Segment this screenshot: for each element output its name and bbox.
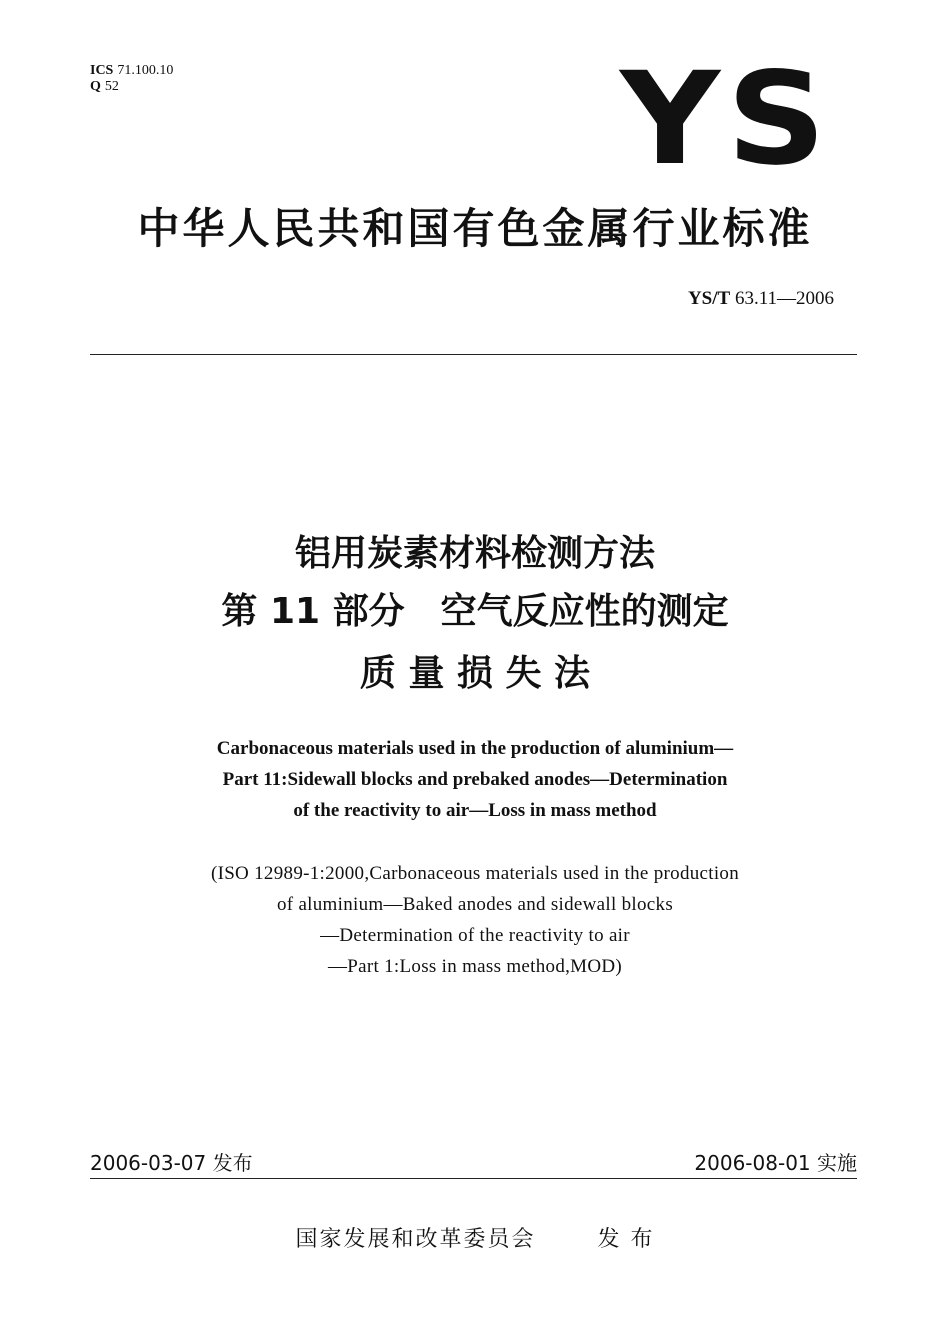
english-title-line-3: of the reactivity to air—Loss in mass method bbox=[293, 800, 657, 821]
english-title-line-1: Carbonaceous materials used in the production of aluminium— bbox=[216, 738, 734, 759]
ics-code: ICS 71.100.10 bbox=[90, 63, 174, 78]
issuer-action: 发 布 bbox=[597, 1227, 655, 1252]
iso-reference-line-1: (ISO 12989-1:2000,Carbonaceous materials used in the production bbox=[210, 863, 740, 884]
issuer-name: 国家发展和改革委员会 bbox=[295, 1227, 536, 1252]
english-title-line-2: Part 11:Sidewall blocks and prebaked anodes—Determination bbox=[222, 769, 728, 790]
issue-date: 2006-03-07 发布 bbox=[90, 1151, 253, 1175]
implementation-date: 2006-08-01 实施 bbox=[694, 1151, 857, 1175]
ccs-code: Q 52 bbox=[90, 79, 119, 94]
iso-reference bbox=[0, 858, 950, 982]
issuing-authority bbox=[0, 1222, 950, 1253]
top-divider bbox=[90, 354, 857, 355]
chinese-title-line-1: 铝用炭素材料检测方法 bbox=[294, 533, 655, 574]
iso-reference-line-3: —Determination of the reactivity to air bbox=[320, 925, 630, 946]
standard-number: YS/T 63.11—2006 bbox=[687, 288, 834, 309]
chinese-title-line-3: 质 量 损 失 法 bbox=[359, 653, 591, 694]
iso-reference-line-4: —Part 1:Loss in mass method,MOD) bbox=[327, 956, 623, 977]
ys-logo: YS bbox=[620, 45, 833, 194]
standard-category-title: 中华人民共和国有色金属行业标准 bbox=[137, 204, 813, 253]
english-title bbox=[0, 733, 950, 826]
bottom-divider bbox=[90, 1178, 857, 1179]
chinese-title-line-2: 第 11 部分 空气反应性的测定 bbox=[221, 591, 729, 632]
iso-reference-line-2: of aluminium—Baked anodes and sidewall blocks bbox=[276, 894, 674, 915]
classification-codes bbox=[90, 63, 173, 95]
